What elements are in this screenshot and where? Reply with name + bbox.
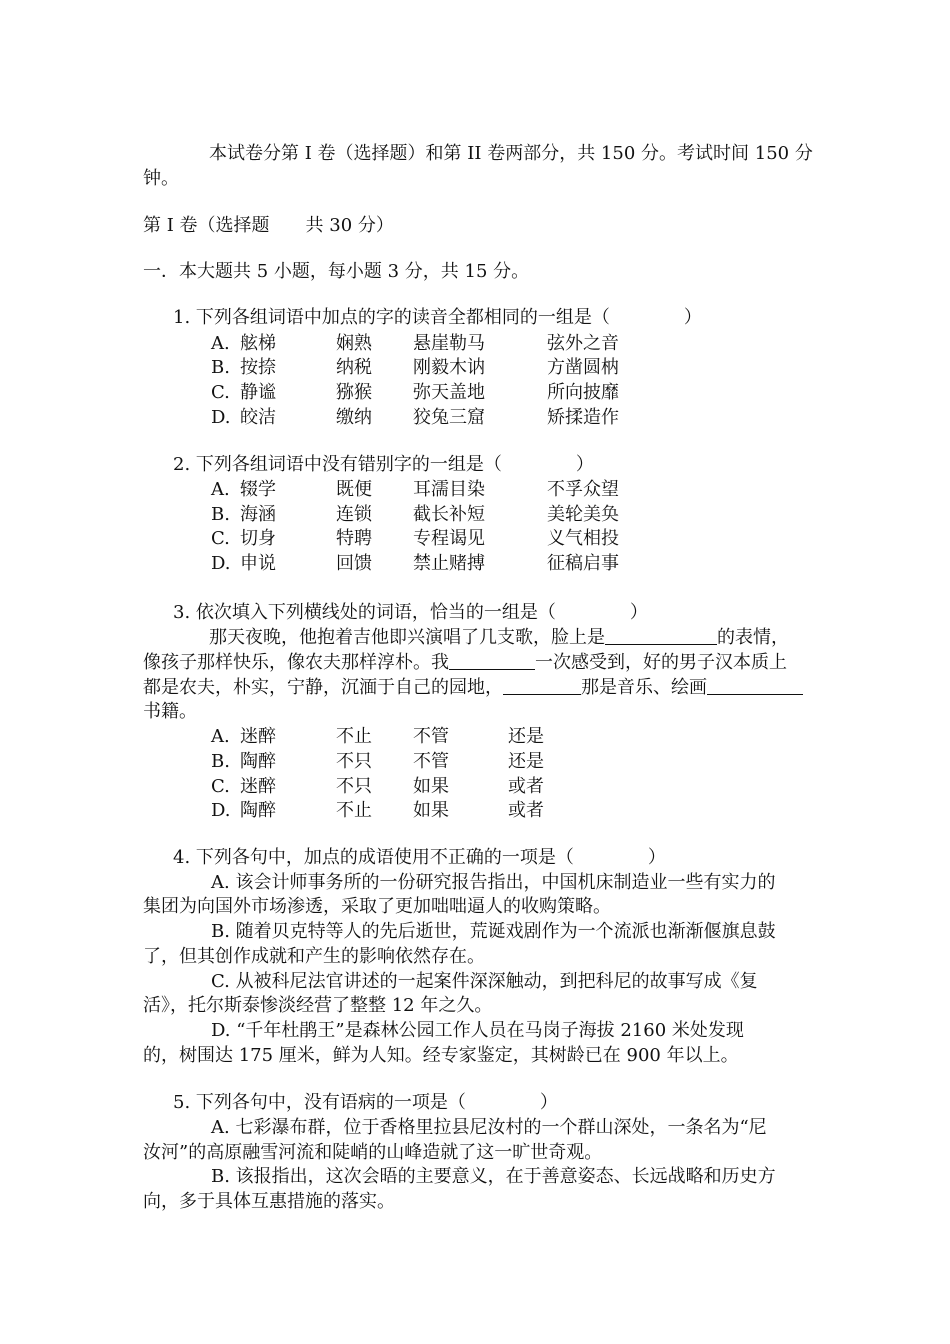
q3-close: ） [629, 602, 648, 623]
q3-text: 都是农夫，朴实，宁静，沉湎于自己的园地， [143, 677, 503, 698]
option-word: 猕猴 [336, 382, 372, 403]
option-word: 弦外之音 [547, 333, 619, 354]
option-word: 娴熟 [336, 333, 372, 354]
fill-blank-1[interactable] [605, 626, 717, 645]
option-word: 刚毅木讷 [413, 357, 485, 378]
option-word: 陶醉 [240, 800, 276, 821]
option-word: 不孚众望 [547, 479, 619, 500]
option-word: 特聘 [336, 528, 372, 549]
q5-stem [173, 1091, 558, 1115]
q2-stem-text: 2. 下列各组词语中没有错别字的一组是（ [173, 454, 502, 475]
q1-stem [173, 306, 702, 330]
option-word: 不止 [336, 726, 372, 747]
q2-stem [173, 453, 594, 477]
option-word: 陶醉 [240, 751, 276, 772]
option-letter: A. [211, 479, 230, 500]
option-letter: A. [211, 726, 230, 747]
option-word: 专程谒见 [413, 528, 485, 549]
option-word: 方凿圆枘 [547, 357, 619, 378]
q3-text: 像孩子那样快乐，像农夫那样淳朴。我 [143, 652, 449, 673]
option-word: 既便 [336, 479, 372, 500]
q1-stem-text: 1. 下列各组词语中加点的字的读音全都相同的一组是（ [173, 307, 610, 328]
option-word: 美轮美奂 [547, 504, 619, 525]
option-word: 所向披靡 [547, 382, 619, 403]
option-word: 还是 [508, 726, 544, 747]
q3-passage-line-3 [143, 676, 803, 700]
q5-option-b-line-1: B. 该报指出，这次会晤的主要意义，在于善意姿态、长远战略和历史方 [211, 1166, 776, 1187]
option-letter: D. [211, 800, 231, 821]
option-word: 矫揉造作 [547, 407, 619, 428]
q5-option-b-line-2: 向，多于具体互惠措施的落实。 [143, 1191, 395, 1212]
q5-close: ） [539, 1092, 558, 1113]
q1-close: ） [683, 307, 702, 328]
q4-option-b-line-2: 了，但其创作成就和产生的影响依然存在。 [143, 946, 485, 967]
q2-close: ） [575, 454, 594, 475]
q3-passage-line-2 [143, 651, 787, 675]
q5-option-a-line-1: A. 七彩瀑布群，位于香格里拉县尼汝村的一个群山深处，一条名为“尼 [211, 1117, 767, 1138]
part1-title: 第 I 卷（选择题 共 30 分） [143, 215, 394, 236]
option-word: 回馈 [336, 553, 372, 574]
option-word: 切身 [240, 528, 276, 549]
option-letter: B. [211, 357, 230, 378]
option-word: 按捺 [240, 357, 276, 378]
option-word: 不管 [413, 726, 449, 747]
option-word: 或者 [508, 776, 544, 797]
q3-text: 一次感受到，好的男子汉本质上 [535, 652, 787, 673]
q3-text: 那天夜晚，他抱着吉他即兴演唱了几支歌，脸上是 [209, 627, 605, 648]
q3-passage-line-4: 书籍。 [143, 701, 197, 722]
fill-blank-3[interactable] [503, 676, 581, 695]
option-word: 不只 [336, 751, 372, 772]
q5-option-a-line-2: 汝河”的高原融雪河流和陡峭的山峰造就了这一旷世奇观。 [143, 1142, 603, 1163]
option-word: 义气相投 [547, 528, 619, 549]
option-word: 如果 [413, 800, 449, 821]
q4-option-a-line-2: 集团为向国外市场渗透，采取了更加咄咄逼人的收购策略。 [143, 896, 611, 917]
fill-blank-2[interactable] [449, 651, 535, 670]
option-letter: D. [211, 553, 231, 574]
option-word: 缴纳 [336, 407, 372, 428]
option-word: 舷梯 [240, 333, 276, 354]
option-word: 耳濡目染 [413, 479, 485, 500]
q3-stem [173, 601, 648, 625]
option-word: 纳税 [336, 357, 372, 378]
option-word: 迷醉 [240, 726, 276, 747]
option-letter: C. [211, 382, 230, 403]
q3-passage-line-1 [209, 626, 789, 650]
option-letter: B. [211, 751, 230, 772]
q4-close: ） [647, 847, 666, 868]
intro-line-1: 本试卷分第 I 卷（选择题）和第 II 卷两部分，共 150 分。考试时间 150 分 [209, 143, 813, 164]
option-word: 截长补短 [413, 504, 485, 525]
q4-stem [173, 846, 666, 870]
option-word: 申说 [240, 553, 276, 574]
option-word: 迷醉 [240, 776, 276, 797]
option-word: 还是 [508, 751, 544, 772]
option-word: 静谧 [240, 382, 276, 403]
q3-stem-text: 3. 依次填入下列横线处的词语，恰当的一组是（ [173, 602, 556, 623]
option-word: 连锁 [336, 504, 372, 525]
option-word: 不管 [413, 751, 449, 772]
option-letter: D. [211, 407, 231, 428]
option-word: 或者 [508, 800, 544, 821]
option-letter: C. [211, 528, 230, 549]
q4-option-d-line-1: D. “千年杜鹃王”是森林公园工作人员在马岗子海拔 2160 米处发现 [211, 1020, 744, 1041]
q4-option-b-line-1: B. 随着贝克特等人的先后逝世，荒诞戏剧作为一个流派也渐渐偃旗息鼓 [211, 921, 776, 942]
q3-text: 的表情， [717, 627, 789, 648]
q4-option-d-line-2: 的，树围达 175 厘米，鲜为人知。经专家鉴定，其树龄已在 900 年以上。 [143, 1045, 739, 1066]
option-word: 不只 [336, 776, 372, 797]
q4-stem-text: 4. 下列各句中，加点的成语使用不正确的一项是（ [173, 847, 574, 868]
option-word: 不止 [336, 800, 372, 821]
option-word: 辍学 [240, 479, 276, 500]
option-word: 弥天盖地 [413, 382, 485, 403]
option-letter: B. [211, 504, 230, 525]
intro-line-2: 钟。 [143, 168, 179, 189]
option-word: 海涵 [240, 504, 276, 525]
q5-stem-text: 5. 下列各句中，没有语病的一项是（ [173, 1092, 466, 1113]
q4-option-a-line-1: A. 该会计师事务所的一份研究报告指出，中国机床制造业一些有实力的 [211, 872, 776, 893]
option-letter: A. [211, 333, 230, 354]
fill-blank-4[interactable] [707, 676, 803, 695]
option-word: 悬崖勒马 [413, 333, 485, 354]
option-word: 禁止赌搏 [413, 553, 485, 574]
q4-option-c-line-2: 活》，托尔斯泰惨淡经营了整整 12 年之久。 [143, 995, 493, 1016]
q3-text: 那是音乐、绘画 [581, 677, 707, 698]
option-word: 狡兔三窟 [413, 407, 485, 428]
option-word: 征稿启事 [547, 553, 619, 574]
option-word: 如果 [413, 776, 449, 797]
option-word: 皎洁 [240, 407, 276, 428]
section1-title: 一．本大题共 5 小题，每小题 3 分，共 15 分。 [143, 261, 530, 282]
option-letter: C. [211, 776, 230, 797]
q4-option-c-line-1: C. 从被科尼法官讲述的一起案件深深触动，到把科尼的故事写成《复 [211, 971, 758, 992]
